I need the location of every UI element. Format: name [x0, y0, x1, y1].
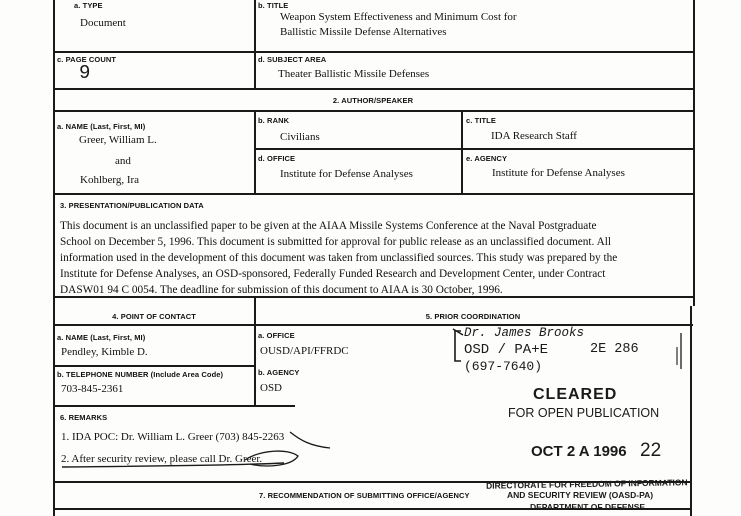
divider [53, 193, 694, 195]
subject-area-value: Theater Ballistic Missile Defenses [278, 68, 430, 80]
author-name-label: a. NAME (Last, First, MI) [57, 122, 146, 131]
divider [254, 110, 256, 194]
directorate-stamp-line-3: DEPARTMENT OF DEFENSE [530, 502, 646, 512]
author-and: and [115, 155, 131, 167]
poc-office-value: OUSD/API/FFRDC [260, 345, 349, 357]
cleared-stamp-number: 22 [640, 440, 662, 461]
presentation-text [60, 218, 690, 298]
form-right-border-lower [690, 306, 692, 516]
title-label: b. TITLE [258, 1, 289, 10]
presentation-line: This document is an unclassified paper to be given at the AIAA Missile Systems Conference at the Naval Postgraduate [60, 220, 597, 232]
poc-agency-value: OSD [260, 382, 283, 394]
coordination-room: 2E 286 [590, 342, 639, 357]
coordination-phone: (697-7640) [464, 359, 543, 374]
author-title-value: IDA Research Staff [491, 130, 577, 142]
prior-coordination-header: 5. PRIOR COORDINATION [425, 312, 521, 321]
poc-phone-value: 703-845-2361 [61, 383, 124, 395]
poc-header: 4. POINT OF CONTACT [112, 312, 196, 321]
subject-area-label: d. SUBJECT AREA [258, 55, 327, 64]
form-right-border-upper [693, 0, 695, 306]
type-label: a. TYPE [74, 1, 103, 10]
author-name-2: Kohlberg, Ira [80, 174, 140, 186]
divider [254, 148, 694, 150]
remarks-line-2: 2. After security review, please call Dr. Greer. [61, 453, 263, 465]
presentation-line: information used in the development of this document was taken from unclassified sources. This study was prepared by the [60, 252, 618, 264]
divider [53, 405, 255, 407]
office-value: Institute for Defense Analyses [280, 168, 413, 180]
coordination-name: Dr. James Brooks [464, 326, 585, 340]
author-section-header: 2. AUTHOR/SPEAKER [332, 96, 414, 105]
cleared-stamp-date: OCT 2 A 1996 [531, 443, 627, 460]
poc-name-value: Pendley, Kimble D. [61, 346, 148, 358]
divider [255, 405, 295, 407]
author-name-1: Greer, William L. [79, 134, 157, 146]
cleared-stamp-title: CLEARED [533, 386, 618, 403]
agency-label: e. AGENCY [466, 154, 508, 163]
remarks-label: 6. REMARKS [60, 413, 108, 422]
divider [53, 365, 255, 367]
form-left-border [53, 0, 55, 516]
divider [254, 51, 256, 89]
title-line-2: Ballistic Missile Defense Alternatives [280, 26, 447, 38]
poc-agency-label: b. AGENCY [258, 368, 300, 377]
coordination-office: OSD / PA+E [464, 342, 549, 358]
agency-value: Institute for Defense Analyses [492, 167, 625, 179]
page-count-label: c. PAGE COUNT [57, 55, 117, 64]
poc-phone-label: b. TELEPHONE NUMBER (Include Area Code) [57, 370, 224, 379]
presentation-line: DASW01 94 C 0054. The deadline for submission of this document to AIAA is 30 October, 1996. [60, 284, 503, 296]
presentation-label: 3. PRESENTATION/PUBLICATION DATA [60, 201, 204, 210]
presentation-line: School on December 5, 1996. This document is submitted for approval for public release as an unclassified document. All [60, 236, 612, 248]
office-label: d. OFFICE [258, 154, 296, 163]
poc-office-label: a. OFFICE [258, 331, 295, 340]
divider [53, 51, 694, 53]
remarks-line-1: 1. IDA POC: Dr. William L. Greer (703) 845-2263 [61, 431, 285, 443]
cleared-stamp-subtitle: FOR OPEN PUBLICATION [508, 406, 660, 420]
directorate-stamp-line-1: DIRECTORATE FOR FREEDOM OF INFORMATION [485, 477, 688, 491]
rank-value: Civilians [280, 131, 320, 143]
title-line-1: Weapon System Effectiveness and Minimum Cost for [280, 11, 517, 23]
rank-label: b. RANK [258, 116, 290, 125]
handwritten-underline [60, 430, 340, 475]
page-count-value: 9 [79, 62, 91, 84]
poc-name-label: a. NAME (Last, First, MI) [57, 333, 146, 342]
handwritten-bracket [449, 325, 689, 385]
author-title-label: c. TITLE [466, 116, 496, 125]
presentation-line: Institute for Defense Analyses, an OSD-sponsored, Federally Funded Research and Development Center, under Contract [60, 268, 606, 280]
directorate-stamp-line-2: AND SECURITY REVIEW (OASD-PA) [507, 490, 654, 500]
divider [53, 110, 694, 112]
divider [254, 0, 256, 52]
type-value: Document [80, 17, 126, 29]
recommendation-label: 7. RECOMMENDATION OF SUBMITTING OFFICE/AGENCY [259, 491, 470, 500]
divider [461, 110, 463, 194]
divider [53, 88, 694, 90]
